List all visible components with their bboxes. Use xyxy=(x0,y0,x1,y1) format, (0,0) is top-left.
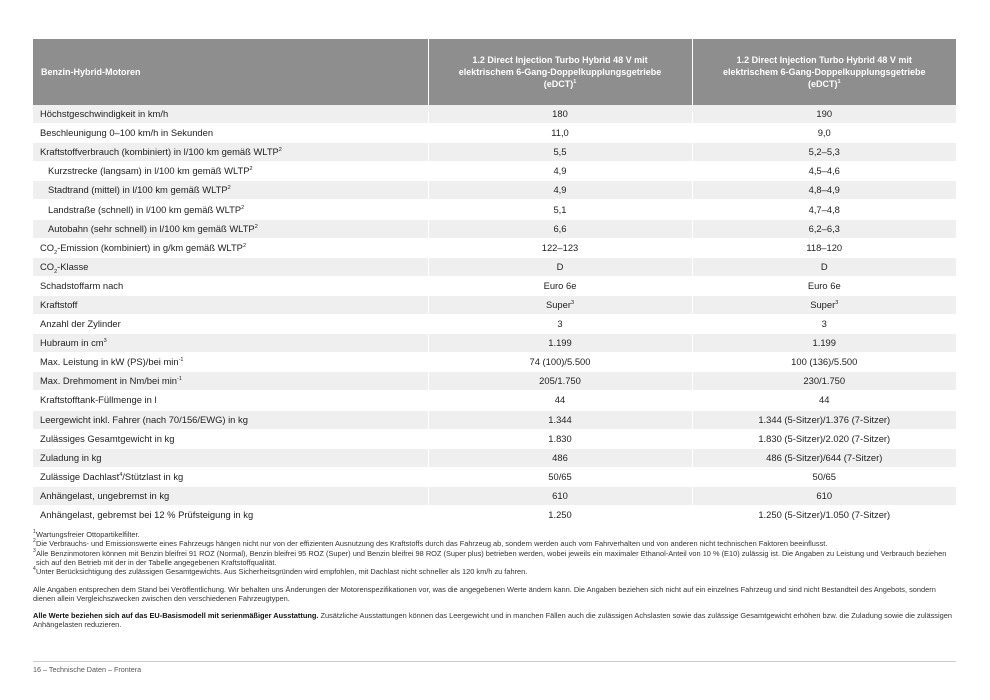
row-label-text: -Emission (kombiniert) in g/km gemäß WLTP xyxy=(57,241,243,253)
row-value-1-text: 1.344 xyxy=(548,413,572,425)
footnote-text: Die Verbrauchs- und Emissionswerte eines Fahrzeugs hängen nicht nur von der effizienten Ausnutzung des Kraftstoffs durch das Fahrzeug ab, sondern werden auch vom Fahrverhalten und von anderen nicht technischen Faktoren beeinflusst. xyxy=(36,539,828,549)
row-label-prefix: CO xyxy=(40,260,55,272)
row-value-2-text: 9,0 xyxy=(817,127,831,139)
row-value-1-text: D xyxy=(556,260,564,272)
row-value-1 xyxy=(428,295,692,314)
row-label-sub: 2 xyxy=(54,249,58,256)
row-label-text: Schadstoffarm nach xyxy=(40,279,124,291)
row-label xyxy=(33,391,428,410)
table-row xyxy=(33,410,956,429)
row-label xyxy=(33,105,428,124)
row-value-2-text: 230/1.750 xyxy=(803,375,846,387)
table-row xyxy=(33,143,956,162)
row-value-2 xyxy=(692,372,956,391)
row-value-2-text: Euro 6e xyxy=(807,279,841,291)
row-value-2-text: 190 xyxy=(816,108,833,120)
row-label-text: Anzahl der Zylinder xyxy=(40,318,121,330)
row-value-2-text: Super xyxy=(810,298,836,310)
row-value-2-text: 1.830 (5-Sitzer)/2.020 (7-Sitzer) xyxy=(758,432,891,444)
row-label xyxy=(33,486,428,505)
row-value-1-text: 11,0 xyxy=(551,127,569,139)
row-label xyxy=(33,162,428,181)
row-value-1-text: 74 (100)/5.500 xyxy=(529,356,591,368)
row-value-1 xyxy=(428,353,692,372)
row-value-2 xyxy=(692,276,956,295)
row-value-2 xyxy=(692,124,956,143)
header-variant-1-text: 1.2 Direct Injection Turbo Hybrid 48 V mit elektrischem 6-Gang-Doppelkupplungsgetriebe (eDCT) xyxy=(458,55,662,89)
row-label-text: Autobahn (sehr schnell) in l/100 km gemäß WLTP xyxy=(48,222,255,234)
row-label-text: Landstraße (schnell) in l/100 km gemäß WLTP xyxy=(48,203,242,215)
row-label-text: Anhängelast, ungebremst in kg xyxy=(40,489,170,501)
row-value-1 xyxy=(428,467,692,486)
row-label-sub: 2 xyxy=(54,268,58,275)
row-label xyxy=(33,429,428,448)
row-value-2 xyxy=(692,143,956,162)
row-label-text: Max. Drehmoment in Nm/bei min xyxy=(40,375,178,387)
footnote xyxy=(33,549,956,568)
header-variant-1 xyxy=(428,39,692,105)
header-engine-label: Benzin-Hybrid-Motoren xyxy=(33,39,428,105)
table-row xyxy=(33,334,956,353)
row-value-1-text: 4,9 xyxy=(553,165,567,177)
row-value-2-text: 486 (5-Sitzer)/644 (7-Sitzer) xyxy=(766,451,883,463)
row-value-1-text: 1.830 xyxy=(548,432,572,444)
row-value-2-text: D xyxy=(820,260,828,272)
row-label-text: Stadtrand (mittel) in l/100 km gemäß WLTP xyxy=(48,184,228,196)
table-row xyxy=(33,353,956,372)
row-value-1 xyxy=(428,219,692,238)
header-variant-2-text: 1.2 Direct Injection Turbo Hybrid 48 V mit elektrischem 6-Gang-Doppelkupplungsgetriebe (eDCT) xyxy=(722,55,926,89)
row-value-2-text: 100 (136)/5.500 xyxy=(791,356,858,368)
row-value-1-text: 1.199 xyxy=(548,337,572,349)
row-label-sup: 2 xyxy=(249,166,253,173)
basis-note-rest: Zusätzliche Ausstattungen können das Leergewicht und in manchen Fällen auch die zulässigen Achslasten sowie das zulässige Gesamtgewicht erhöhen bzw. die Zuladung sowie die zulässigen Anhängelasten reduzieren. xyxy=(33,611,952,630)
row-value-1-text: 610 xyxy=(552,489,568,501)
row-value-2 xyxy=(692,105,956,124)
footnote xyxy=(33,539,956,548)
row-value-1-text: 5,1 xyxy=(553,203,567,215)
table-row xyxy=(33,238,956,257)
row-value-1 xyxy=(428,391,692,410)
row-label-text: Leergewicht inkl. Fahrer (nach 70/156/EWG) in kg xyxy=(40,413,248,425)
row-value-2 xyxy=(692,486,956,505)
row-value-1-text: 4,9 xyxy=(553,184,567,196)
table-row xyxy=(33,429,956,448)
row-value-1 xyxy=(428,429,692,448)
row-value-2 xyxy=(692,162,956,181)
row-label-sup: 2 xyxy=(242,242,246,249)
row-value-1-text: 1.250 xyxy=(548,509,572,521)
row-label xyxy=(33,315,428,334)
row-label xyxy=(33,372,428,391)
row-label-sup: -1 xyxy=(178,357,184,364)
row-label xyxy=(33,276,428,295)
table-row xyxy=(33,448,956,467)
footnote-text: Wartungsfreier Ottopartikelfilter. xyxy=(36,530,140,540)
row-value-2 xyxy=(692,429,956,448)
row-value-1 xyxy=(428,372,692,391)
row-label-text: Max. Leistung in kW (PS)/bei min xyxy=(40,356,179,368)
row-value-2 xyxy=(692,467,956,486)
row-label-text: Beschleunigung 0–100 km/h in Sekunden xyxy=(40,127,214,139)
row-label-sup: 3 xyxy=(103,338,107,345)
spec-sheet xyxy=(33,39,956,630)
spec-table-body xyxy=(33,105,956,525)
row-value-1 xyxy=(428,238,692,257)
row-value-1-sup: 3 xyxy=(570,299,575,306)
row-value-1 xyxy=(428,448,692,467)
row-value-1-text: 50/65 xyxy=(548,470,572,482)
row-label-text: Kurzstrecke (langsam) in l/100 km gemäß WLTP xyxy=(48,165,250,177)
table-row xyxy=(33,162,956,181)
table-row xyxy=(33,315,956,334)
row-value-1 xyxy=(428,334,692,353)
row-value-1 xyxy=(428,143,692,162)
basis-note-bold: Alle Werte beziehen sich auf das EU-Basismodell mit serienmäßiger Ausstattung. xyxy=(33,611,319,621)
footnote-number: 4 xyxy=(33,566,36,573)
row-label xyxy=(33,143,428,162)
row-value-2 xyxy=(692,448,956,467)
row-value-1-text: 3 xyxy=(557,318,563,330)
row-value-1-text: 122–123 xyxy=(541,241,579,253)
row-value-2 xyxy=(692,295,956,314)
row-value-2 xyxy=(692,238,956,257)
row-label xyxy=(33,448,428,467)
row-label xyxy=(33,410,428,429)
row-value-1 xyxy=(428,410,692,429)
row-value-2-text: 5,2–5,3 xyxy=(808,146,840,158)
row-value-1-text: 205/1.750 xyxy=(539,375,581,387)
row-label-sup: 2 xyxy=(254,223,258,230)
row-label-text: Zulässige Dachlast xyxy=(40,470,120,482)
row-label-text: Kraftstoff xyxy=(40,298,78,310)
footer-divider xyxy=(33,661,956,662)
row-value-2-text: 118–120 xyxy=(806,241,843,253)
page-footer: 16 – Technische Daten – Frontera xyxy=(33,665,142,674)
footnote-number: 2 xyxy=(33,538,36,545)
footnote-number: 3 xyxy=(33,547,36,554)
row-value-2 xyxy=(692,334,956,353)
table-row xyxy=(33,467,956,486)
row-label-text: Kraftstofftank-Füllmenge in l xyxy=(40,394,157,406)
header-variant-1-sup: 1 xyxy=(573,79,577,85)
header-variant-2-sup: 1 xyxy=(837,79,841,85)
table-row xyxy=(33,505,956,524)
row-label-text: Hubraum in cm xyxy=(40,337,104,349)
row-value-2 xyxy=(692,410,956,429)
row-value-2 xyxy=(692,353,956,372)
row-label-text: Höchstgeschwindigkeit in km/h xyxy=(40,108,169,120)
row-value-1-text: 180 xyxy=(552,108,568,120)
table-row xyxy=(33,181,956,200)
table-row xyxy=(33,124,956,143)
row-label xyxy=(33,505,428,524)
row-value-1-text: 44 xyxy=(554,394,566,406)
row-value-1 xyxy=(428,105,692,124)
table-row xyxy=(33,486,956,505)
table-header-row xyxy=(33,39,956,105)
row-value-1-text: 5,5 xyxy=(553,146,567,158)
row-label xyxy=(33,295,428,314)
row-value-2-text: 610 xyxy=(816,489,833,501)
row-value-2-text: 4,8–4,9 xyxy=(808,184,840,196)
row-value-2-text: 1.250 (5-Sitzer)/1.050 (7-Sitzer) xyxy=(758,509,891,521)
disclaimer-text: Alle Angaben entsprechen dem Stand bei Veröffentlichung. Wir behalten uns Änderungen der Motorenspezifikationen vor, was die angegebenen Werte ändern kann. Die Angaben beziehen sich nicht auf ein einzelnes Fahrzeug und sind nicht Bestandteil des Angebots, sondern dienen allein Vergleichszwecken zwischen den verschiedenen Fahrzeugtypen. xyxy=(33,584,936,603)
row-label xyxy=(33,353,428,372)
row-value-1-text: Super xyxy=(545,298,571,310)
row-value-2 xyxy=(692,315,956,334)
row-label-text: Kraftstoffverbrauch (kombiniert) in l/100 km gemäß WLTP xyxy=(40,146,279,158)
footnote-number: 1 xyxy=(33,529,36,536)
row-value-1 xyxy=(428,181,692,200)
header-variant-2 xyxy=(692,39,956,105)
row-value-2-sup: 3 xyxy=(835,299,839,306)
row-label-sup: 4 xyxy=(119,471,123,478)
table-row xyxy=(33,276,956,295)
footnote xyxy=(33,567,956,576)
row-value-1 xyxy=(428,257,692,276)
row-value-2-text: 1.344 (5-Sitzer)/1.376 (7-Sitzer) xyxy=(758,413,891,425)
row-value-1 xyxy=(428,315,692,334)
row-value-2-text: 6,2–6,3 xyxy=(808,222,840,234)
spec-table xyxy=(33,39,956,525)
row-label-sup: -1 xyxy=(177,376,182,383)
row-label xyxy=(33,467,428,486)
row-value-1-text: Euro 6e xyxy=(543,279,577,291)
row-value-2-text: 4,5–4,6 xyxy=(808,165,840,177)
row-value-2-text: 4,7–4,8 xyxy=(808,203,840,215)
row-value-2-text: 3 xyxy=(821,318,827,330)
table-row xyxy=(33,200,956,219)
row-value-2 xyxy=(692,219,956,238)
row-value-1 xyxy=(428,162,692,181)
table-row xyxy=(33,219,956,238)
row-value-1-text: 6,6 xyxy=(553,222,567,234)
row-value-2-text: 1.199 xyxy=(812,337,836,349)
row-label-sup: 2 xyxy=(227,185,231,192)
row-label-suffix: /Stützlast in kg xyxy=(122,470,184,482)
row-value-2-text: 44 xyxy=(819,394,830,406)
row-label-text: Anhängelast, gebremst bei 12 % Prüfsteigung in kg xyxy=(40,509,254,521)
table-row xyxy=(33,391,956,410)
row-label xyxy=(33,181,428,200)
row-label-text: Zuladung in kg xyxy=(40,451,102,463)
row-value-1-text: 486 xyxy=(552,451,568,463)
footnote xyxy=(33,530,956,539)
row-value-2 xyxy=(692,257,956,276)
footnote-text: Alle Benzinmotoren können mit Benzin bleifrei 91 ROZ (Normal), Benzin bleifrei 95 ROZ (Super) und Benzin bleifrei 98 ROZ (Super plus) betrieben werden, wobei jeweils ein maximaler Ethanol-Anteil von 10 % (E10) zulässig ist. Die Angaben zu Leistung und Verbrauch beziehen sich auf den Betrieb mit der in der Tabelle angegebenen Kraftstoffqualität. xyxy=(36,548,947,567)
row-label xyxy=(33,238,428,257)
row-value-1 xyxy=(428,200,692,219)
row-value-2-text: 50/65 xyxy=(812,470,836,482)
row-label-sup: 2 xyxy=(278,147,282,154)
table-row xyxy=(33,105,956,124)
row-label-sup: 2 xyxy=(241,204,245,211)
row-value-2 xyxy=(692,391,956,410)
row-value-1 xyxy=(428,486,692,505)
table-row xyxy=(33,372,956,391)
row-value-1 xyxy=(428,276,692,295)
row-label-prefix: CO xyxy=(40,241,55,253)
row-value-2 xyxy=(692,505,956,524)
row-value-1 xyxy=(428,124,692,143)
row-label xyxy=(33,334,428,353)
table-row xyxy=(33,257,956,276)
row-label xyxy=(33,219,428,238)
basis-note xyxy=(33,611,956,630)
footnotes xyxy=(33,530,956,576)
table-row xyxy=(33,295,956,314)
row-label xyxy=(33,200,428,219)
row-value-1 xyxy=(428,505,692,524)
footnote-text: Unter Berücksichtigung des zulässigen Gesamtgewichts. Aus Sicherheitsgründen wird empfohlen, mit Dachlast nicht schneller als 120 km/h zu fahren. xyxy=(36,567,528,577)
row-label-text: Zulässiges Gesamtgewicht in kg xyxy=(40,432,175,444)
row-label xyxy=(33,124,428,143)
row-value-2 xyxy=(692,181,956,200)
row-value-2 xyxy=(692,200,956,219)
row-label xyxy=(33,257,428,276)
row-label-text: -Klasse xyxy=(57,260,89,272)
